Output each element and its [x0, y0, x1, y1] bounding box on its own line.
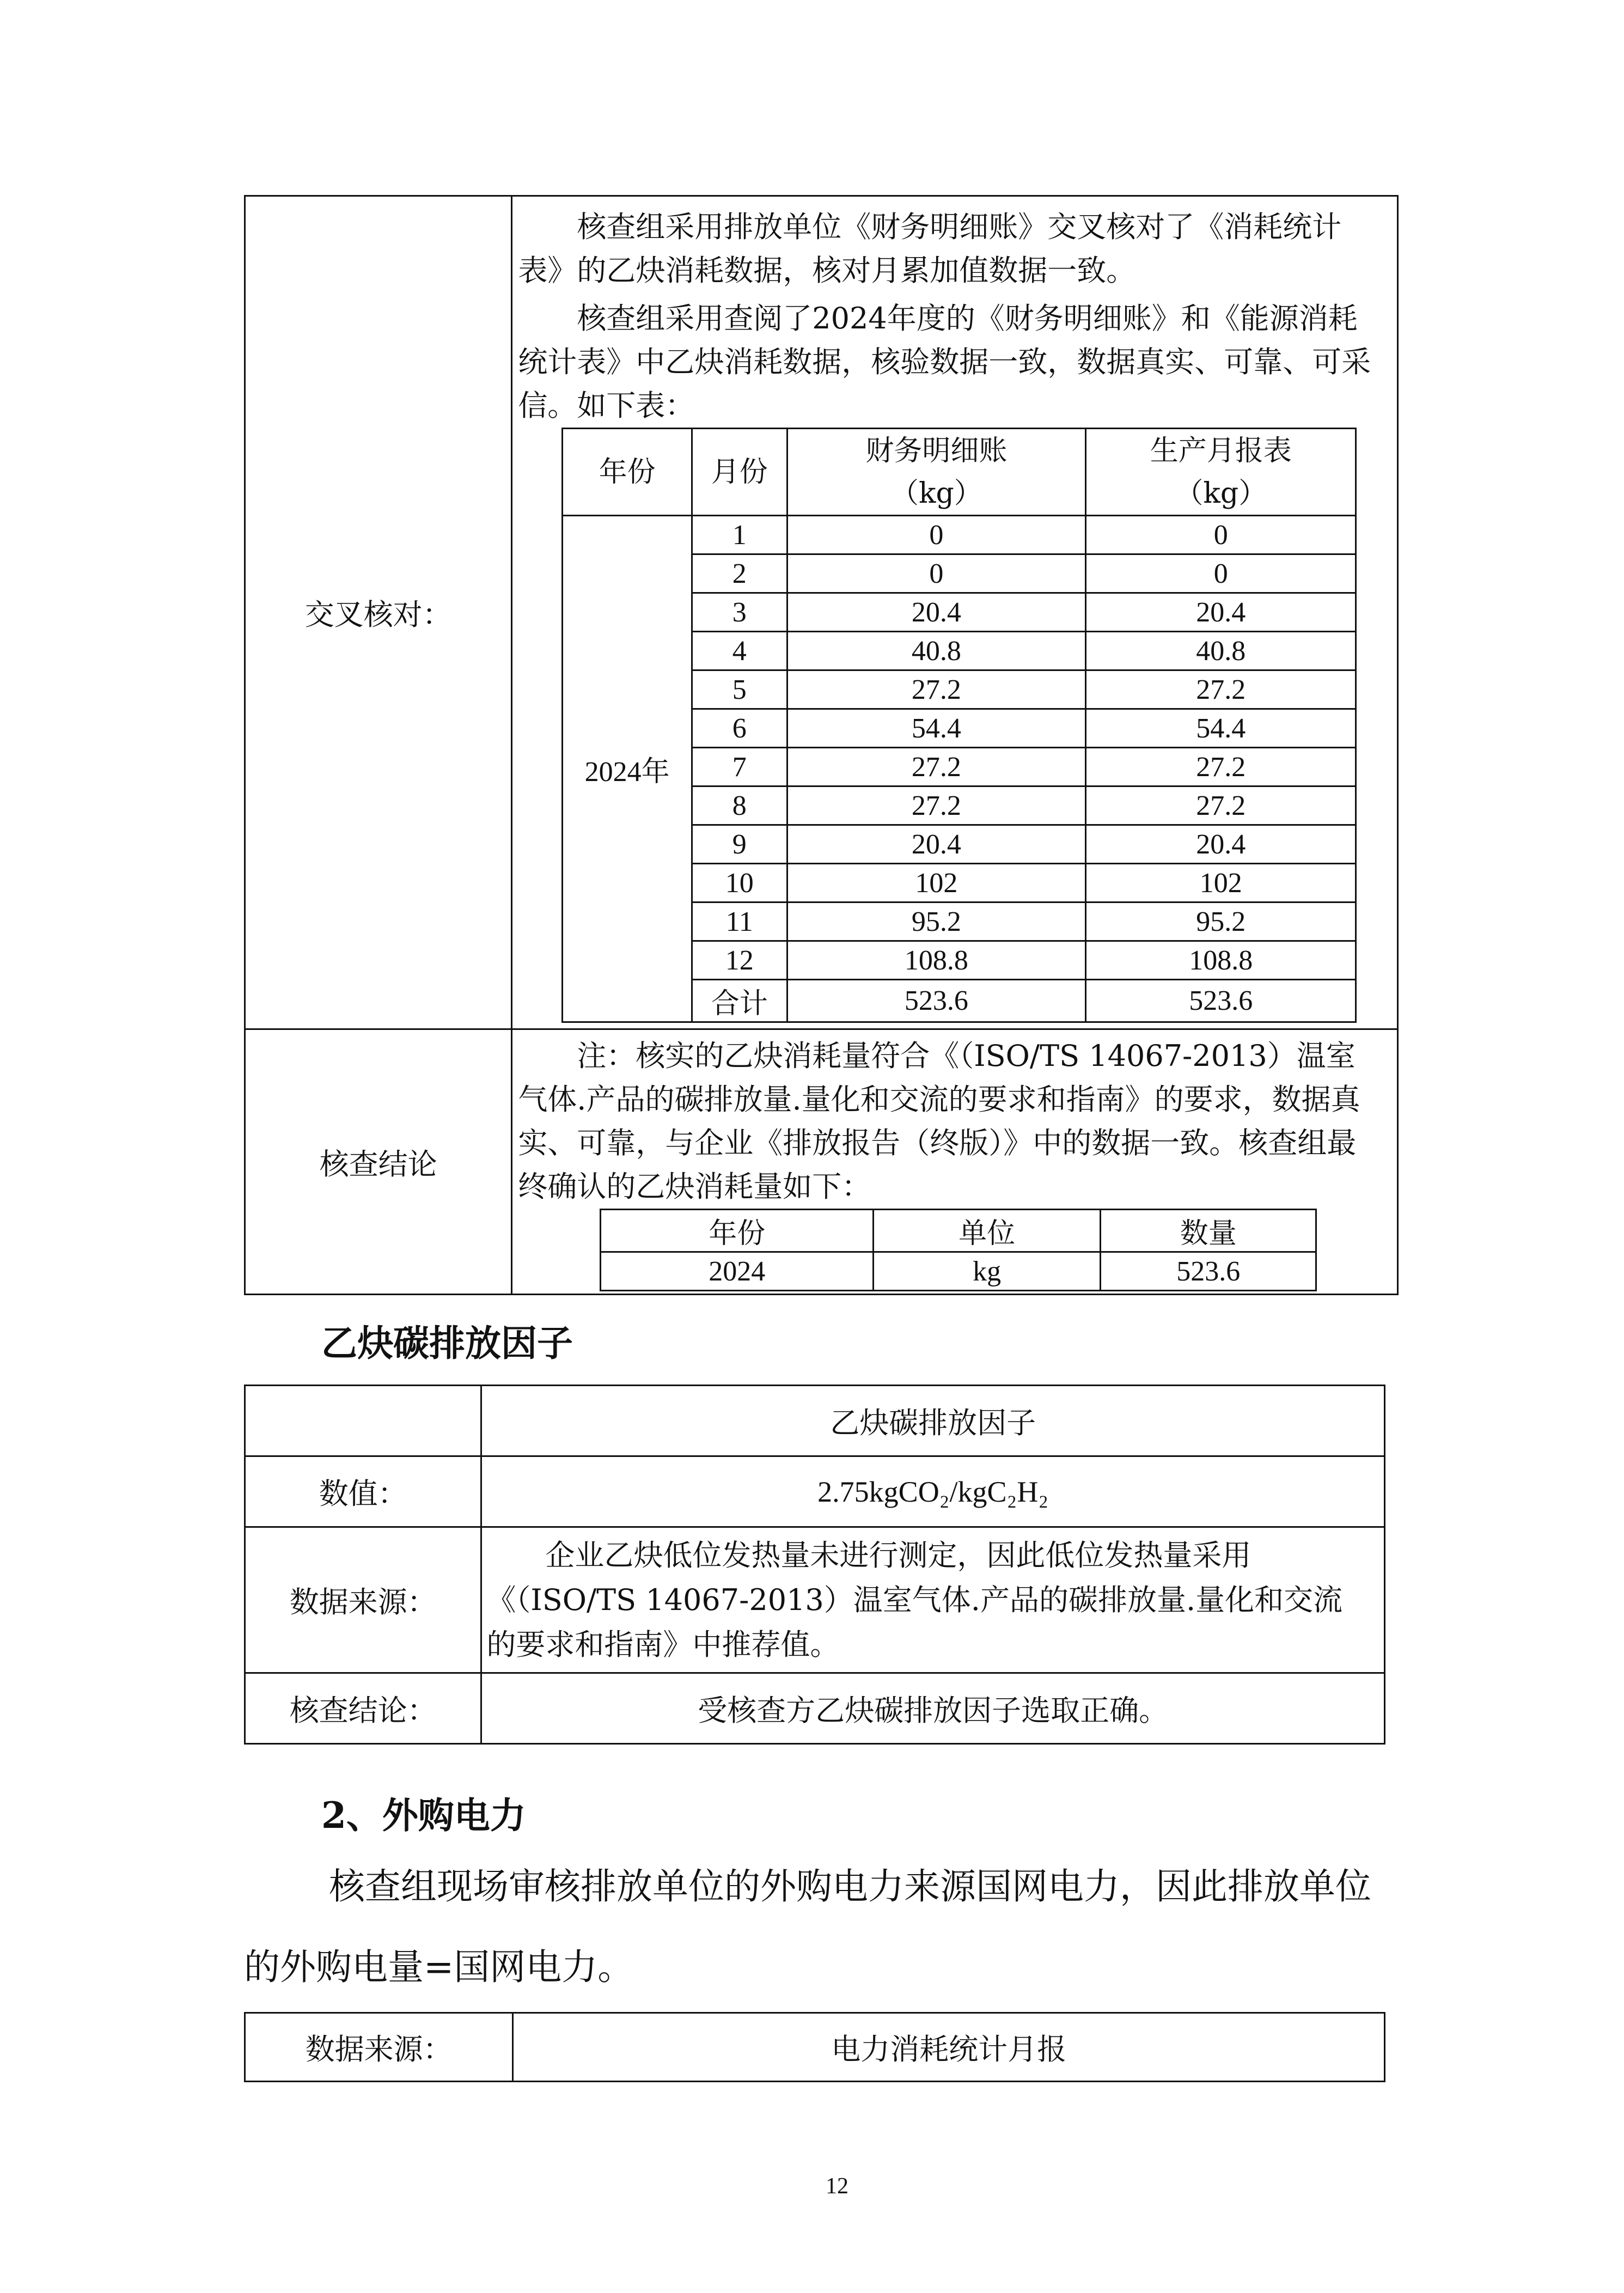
cell-month: 3: [692, 593, 787, 632]
cell-month: 9: [692, 825, 787, 864]
factor-source-label: 数据来源：: [245, 1527, 481, 1673]
cell-report: 20.4: [1086, 593, 1356, 632]
table-header-row: [601, 1210, 1316, 1252]
header-finance: 财务明细账 （kg）: [787, 429, 1086, 516]
cell-finance: 102: [787, 864, 1086, 902]
crosscheck-paragraph-2: 核查组采用查阅了2024年度的《财务明细账》和《能源消耗统计表》中乙炔消耗数据，核验数据一致，数据真实、可靠、可采信。如下表：: [518, 301, 1371, 423]
cell-report: 0: [1086, 516, 1356, 554]
cell-finance: 0: [787, 554, 1086, 593]
emission-factor-table: [244, 1385, 1385, 1745]
power-source-label: 数据来源：: [245, 2013, 513, 2082]
cell-year: 2024年: [563, 516, 692, 1022]
monthly-consumption-table: [561, 428, 1357, 1023]
factor-heading: 乙炔碳排放因子: [321, 1322, 573, 1364]
header-unit: 单位: [874, 1210, 1101, 1252]
cell-finance: 40.8: [787, 632, 1086, 670]
crosscheck-table: [244, 195, 1399, 1295]
cell-finance: 108.8: [787, 941, 1086, 980]
cell-report: 40.8: [1086, 632, 1356, 670]
conclusion-label: 核查结论: [245, 1029, 512, 1295]
table-row: [601, 1252, 1316, 1291]
table-row: [563, 516, 1356, 554]
cell-report: 102: [1086, 864, 1356, 902]
header-amount: 数量: [1101, 1210, 1316, 1252]
header-year: 年份: [563, 429, 692, 516]
section2-heading: 2、外购电力: [321, 1794, 526, 1837]
section2-body: 核查组现场审核排放单位的外购电力来源国网电力，因此排放单位的外购电量=国网电力。: [244, 1865, 1371, 1988]
factor-conclusion-label: 核查结论：: [245, 1673, 481, 1744]
power-source-table: [244, 2012, 1385, 2082]
cell-report: 54.4: [1086, 709, 1356, 748]
conclusion-paragraph: 注：核实的乙炔消耗量符合《（ISO/TS 14067-2013）温室气体.产品的碳排放量.量化和交流的要求和指南》的要求，数据真实、可靠，与企业《排放报告（终版）》中的数据一致。核查组最终确认的乙炔消耗量如下：: [518, 1039, 1360, 1204]
cell-month: 合计: [692, 980, 787, 1022]
cell-month: 12: [692, 941, 787, 980]
cell-report: 523.6: [1086, 980, 1356, 1022]
cell-month: 2: [692, 554, 787, 593]
confirmed-consumption-table: [600, 1209, 1317, 1291]
page-number: 12: [826, 2174, 848, 2199]
cell-finance: 27.2: [787, 748, 1086, 786]
cell-month: 4: [692, 632, 787, 670]
cell-finance: 95.2: [787, 902, 1086, 941]
cell-month: 1: [692, 516, 787, 554]
cell-month: 11: [692, 902, 787, 941]
cell-finance: 27.2: [787, 670, 1086, 709]
cell-month: 7: [692, 748, 787, 786]
cell-report: 27.2: [1086, 748, 1356, 786]
cell-finance: 54.4: [787, 709, 1086, 748]
cell-month: 5: [692, 670, 787, 709]
header-report: 生产月报表 （kg）: [1086, 429, 1356, 516]
cell-finance: 523.6: [787, 980, 1086, 1022]
cell-unit: kg: [874, 1252, 1101, 1291]
factor-title: 乙炔碳排放因子: [481, 1386, 1385, 1456]
cell-year: 2024: [601, 1252, 874, 1291]
power-source-value: 电力消耗统计月报: [513, 2013, 1385, 2082]
cell-amount: 523.6: [1101, 1252, 1316, 1291]
cell-report: 27.2: [1086, 786, 1356, 825]
header-month: 月份: [692, 429, 787, 516]
cell-month: 10: [692, 864, 787, 902]
cell-report: 108.8: [1086, 941, 1356, 980]
cell-month: 8: [692, 786, 787, 825]
factor-value: 2.75kgCO₂/kgC₂H₂: [481, 1456, 1385, 1527]
cell-report: 27.2: [1086, 670, 1356, 709]
factor-source-text: 企业乙炔低位发热量未进行测定，因此低位发热量采用《（ISO/TS 14067-2013）温室气体.产品的碳排放量.量化和交流的要求和指南》中推荐值。: [486, 1538, 1343, 1662]
cell-report: 0: [1086, 554, 1356, 593]
cell-finance: 27.2: [787, 786, 1086, 825]
factor-conclusion-text: 受核查方乙炔碳排放因子选取正确。: [481, 1673, 1385, 1744]
cell-finance: 0: [787, 516, 1086, 554]
cell-report: 20.4: [1086, 825, 1356, 864]
header-year: 年份: [601, 1210, 874, 1252]
cell-finance: 20.4: [787, 825, 1086, 864]
cell-report: 95.2: [1086, 902, 1356, 941]
crosscheck-paragraph-1: 核查组采用排放单位《财务明细账》交叉核对了《消耗统计表》的乙炔消耗数据，核对月累加值数据一致。: [518, 210, 1342, 288]
factor-value-label: 数值：: [245, 1456, 481, 1527]
crosscheck-label: 交叉核对：: [245, 196, 512, 1029]
table-header-row: [563, 429, 1356, 516]
cell-finance: 20.4: [787, 593, 1086, 632]
cell-month: 6: [692, 709, 787, 748]
